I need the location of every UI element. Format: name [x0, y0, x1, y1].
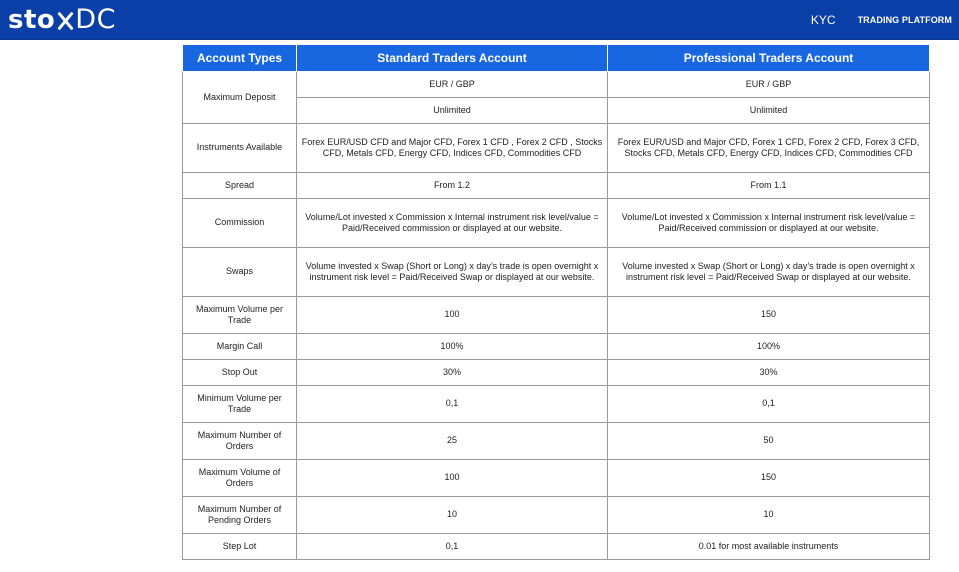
standard-cell: 25	[297, 423, 608, 460]
standard-cell: Unlimited	[297, 98, 608, 124]
professional-cell: Volume invested x Swap (Short or Long) x day’s trade is open overnight x instrument risk level = Paid/Received Swap or displayed at our website.	[608, 248, 930, 297]
standard-cell: 30%	[297, 360, 608, 386]
table-row	[183, 497, 930, 534]
standard-cell: 10	[297, 497, 608, 534]
row-label: Maximum Number of Orders	[183, 423, 297, 460]
standard-cell: From 1.2	[297, 173, 608, 199]
professional-cell: Unlimited	[608, 98, 930, 124]
professional-cell: Volume/Lot invested x Commission x Internal instrument risk level/value = Paid/Received commission or displayed at our website.	[608, 199, 930, 248]
professional-cell: 50	[608, 423, 930, 460]
nav-link-kyc[interactable]: KYC	[810, 13, 836, 27]
account-types-table	[182, 44, 930, 560]
row-label: Margin Call	[183, 334, 297, 360]
header-professional-account: Professional Traders Account	[608, 45, 930, 72]
stoxdc-logo[interactable]	[8, 5, 116, 35]
logo-x-icon	[56, 9, 74, 31]
standard-cell: 0,1	[297, 534, 608, 560]
top-navigation-bar	[0, 0, 959, 40]
standard-cell: 100%	[297, 334, 608, 360]
row-label: Swaps	[183, 248, 297, 297]
header-account-types: Account Types	[183, 45, 297, 72]
professional-cell: EUR / GBP	[608, 72, 930, 98]
table-row	[183, 199, 930, 248]
standard-cell: 100	[297, 460, 608, 497]
header-nav	[811, 0, 952, 40]
professional-cell: 0.01 for most available instruments	[608, 534, 930, 560]
table-row	[183, 248, 930, 297]
standard-cell: Volume/Lot invested x Commission x Internal instrument risk level/value = Paid/Received commission or displayed at our website.	[297, 199, 608, 248]
standard-cell: 0,1	[297, 386, 608, 423]
header-standard-account: Standard Traders Account	[297, 45, 608, 72]
row-label: Maximum Volume per Trade	[183, 297, 297, 334]
standard-cell: EUR / GBP	[297, 72, 608, 98]
standard-cell: 100	[297, 297, 608, 334]
professional-cell: Forex EUR/USD and Major CFD, Forex 1 CFD, Forex 2 CFD, Forex 3 CFD, Stocks CFD, Metals CFD, Energy CFD, Indices CFD, Commodities CFD	[608, 124, 930, 173]
table-row	[183, 386, 930, 423]
row-label: Maximum Volume of Orders	[183, 460, 297, 497]
standard-cell: Volume invested x Swap (Short or Long) x day’s trade is open overnight x instrument risk level = Paid/Received Swap or displayed at our website.	[297, 248, 608, 297]
table-row	[183, 297, 930, 334]
row-label: Maximum Number of Pending Orders	[183, 497, 297, 534]
row-label: Instruments Available	[183, 124, 297, 173]
table-row	[183, 124, 930, 173]
table-row	[183, 423, 930, 460]
professional-cell: 150	[608, 460, 930, 497]
table-row	[183, 173, 930, 199]
standard-cell: Forex EUR/USD CFD and Major CFD, Forex 1 CFD , Forex 2 CFD , Stocks CFD, Metals CFD, Energy CFD, Indices CFD, Commodities CFD	[297, 124, 608, 173]
table-header-row	[183, 45, 930, 72]
professional-cell: 30%	[608, 360, 930, 386]
row-label: Commission	[183, 199, 297, 248]
nav-link-trading-platform[interactable]: TRADING PLATFORM	[857, 15, 952, 25]
logo-text-part1: sto	[8, 5, 56, 35]
professional-cell: 150	[608, 297, 930, 334]
row-label: Step Lot	[183, 534, 297, 560]
row-label: Maximum Deposit	[183, 72, 297, 124]
logo-text-part2: DC	[75, 4, 116, 35]
table-row	[183, 334, 930, 360]
table-row	[183, 534, 930, 560]
row-label: Stop Out	[183, 360, 297, 386]
professional-cell: 0,1	[608, 386, 930, 423]
table-row	[183, 72, 930, 98]
row-label: Minimum Volume per Trade	[183, 386, 297, 423]
table-row	[183, 460, 930, 497]
row-label: Spread	[183, 173, 297, 199]
table-row	[183, 360, 930, 386]
professional-cell: 10	[608, 497, 930, 534]
professional-cell: From 1.1	[608, 173, 930, 199]
professional-cell: 100%	[608, 334, 930, 360]
